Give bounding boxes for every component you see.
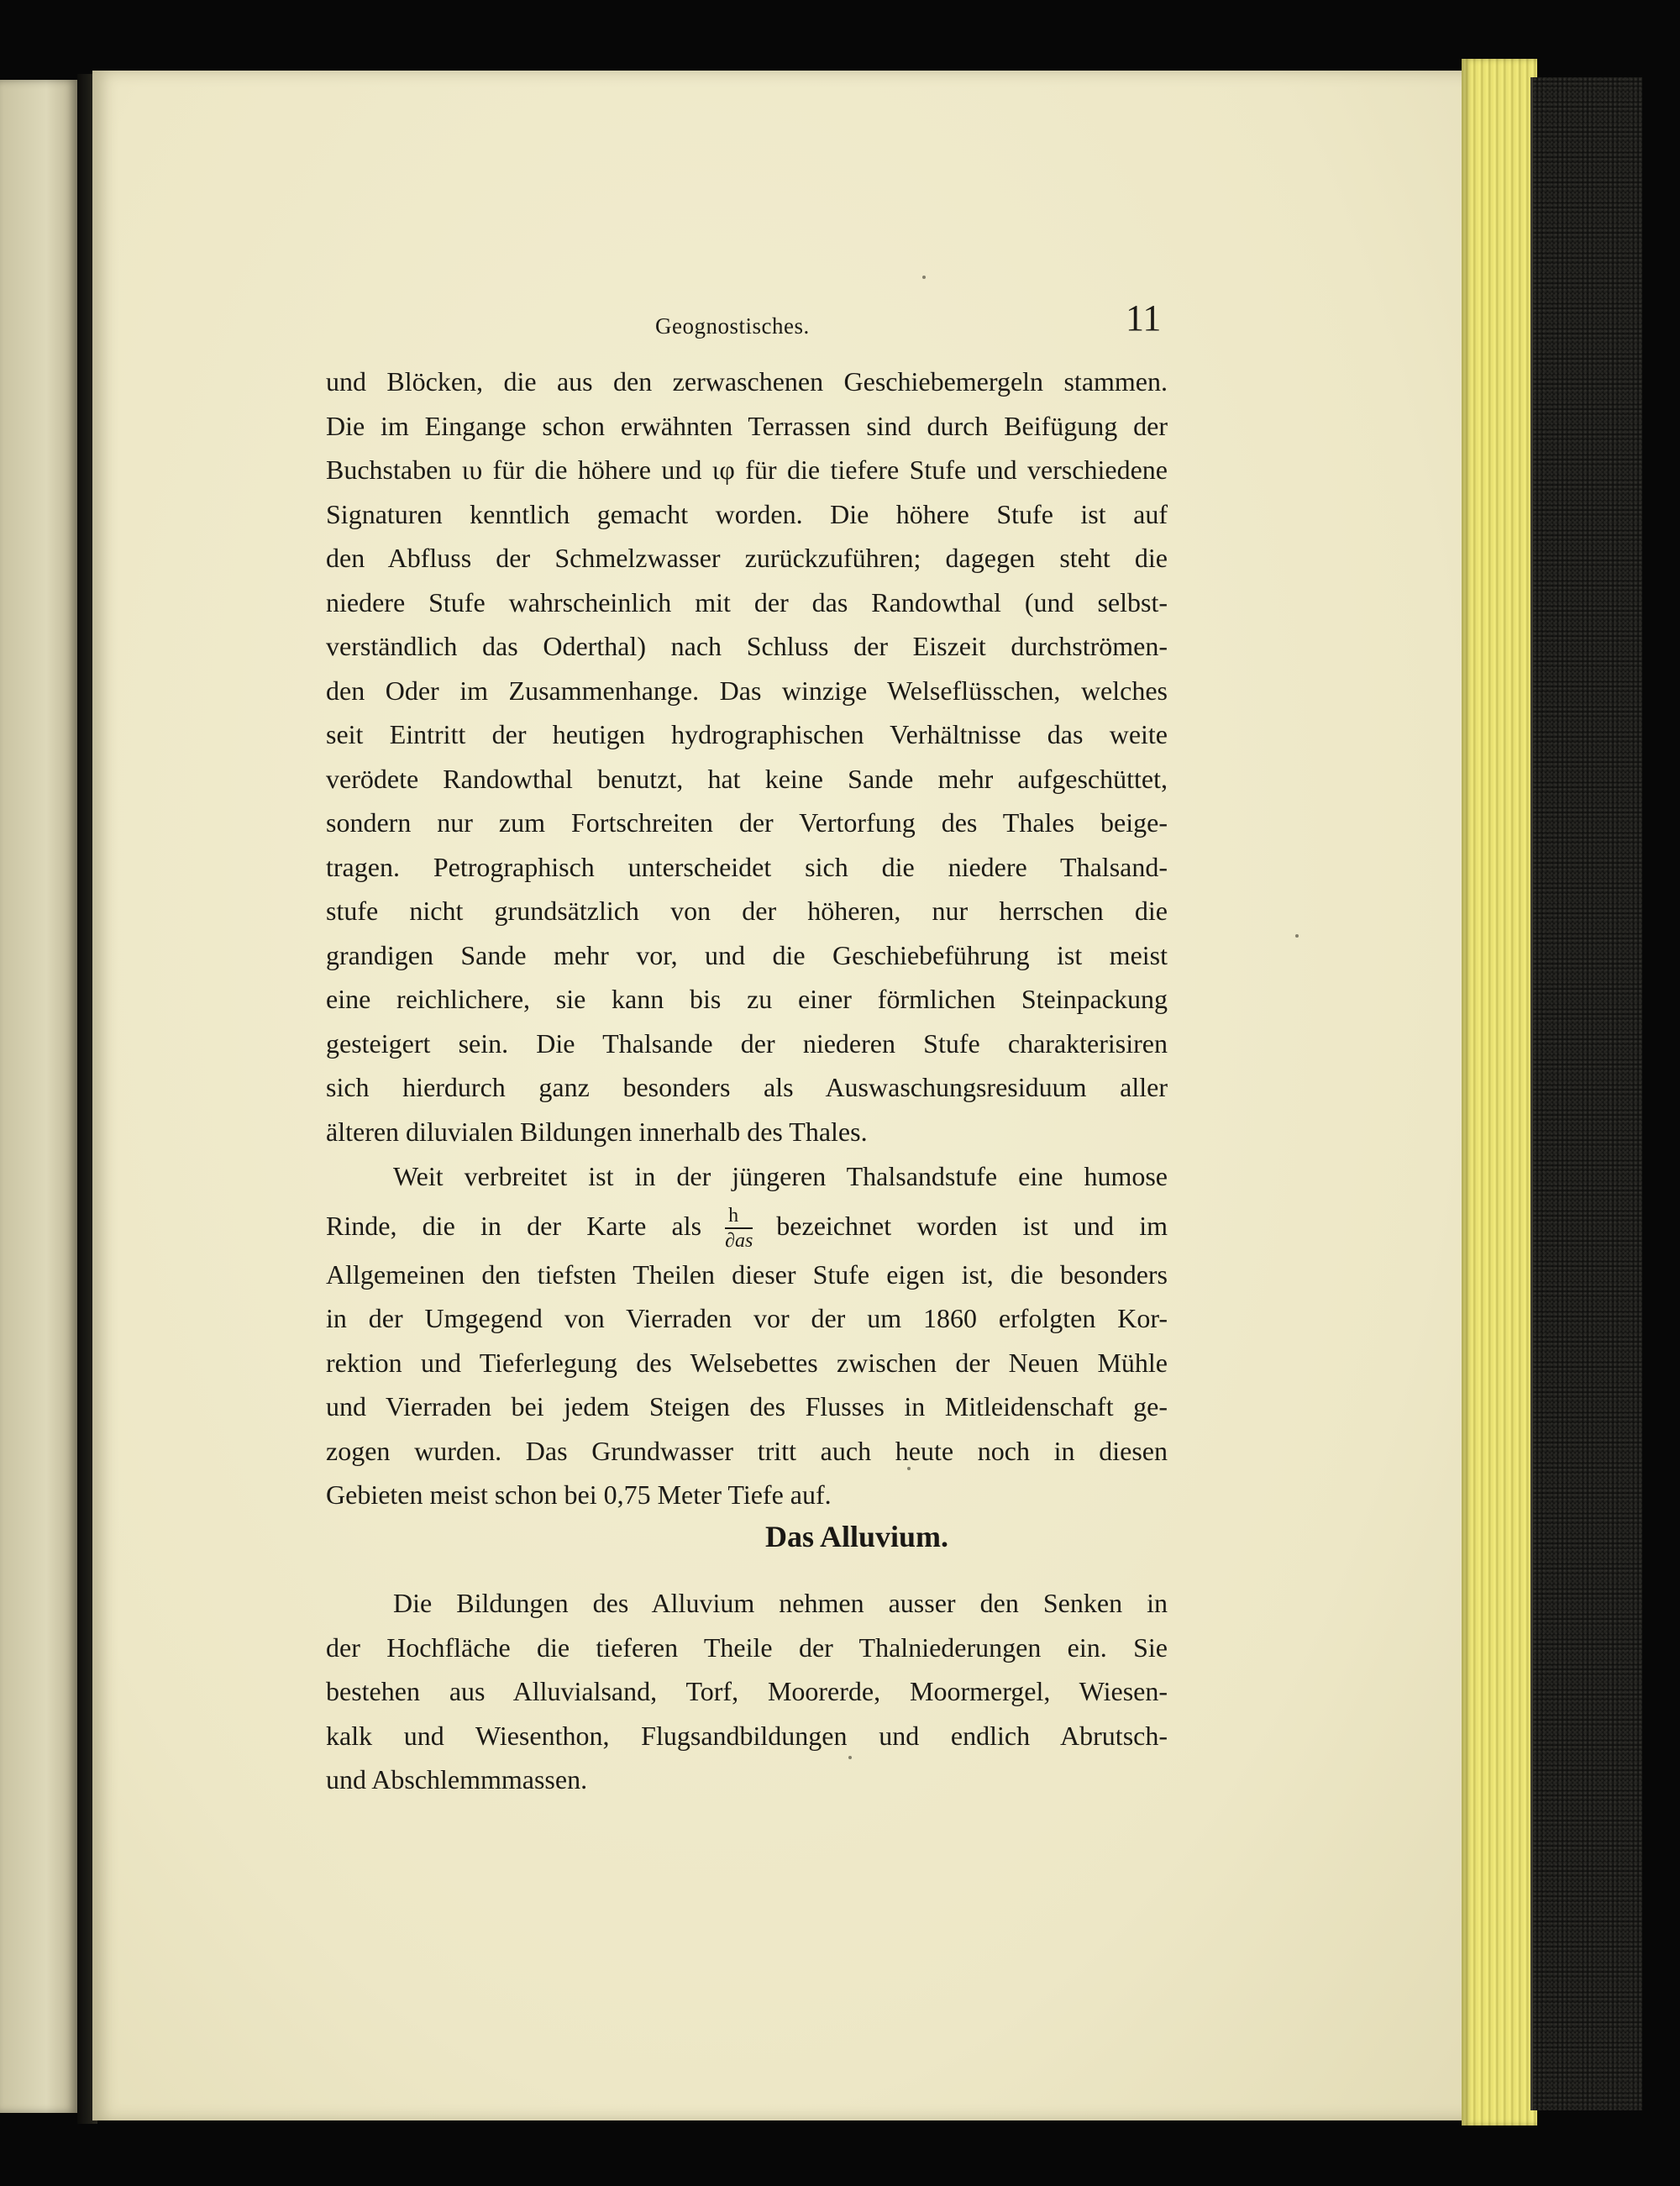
page-header	[0, 290, 1680, 340]
text-line: Die im Eingange schon erwähnten Terrassen sind durch Beifügung der	[326, 410, 1168, 441]
text-line: niedere Stufe wahrscheinlich mit der das Randowthal (und selbst-	[326, 586, 1168, 617]
text-fragment: bezeichnet worden ist und im	[776, 1210, 1168, 1241]
page-edges	[1462, 59, 1537, 2126]
text-line: tragen. Petrographisch unterscheidet sich die niedere Thalsand-	[326, 851, 1168, 882]
text-line: verständlich das Oderthal) nach Schluss der Eiszeit durchströmen-	[326, 631, 1168, 661]
text-line: und Vierraden bei jedem Steigen des Flusses in Mitleidenschaft ge-	[326, 1391, 1168, 1421]
text-line: und Blöcken, die aus den zerwaschenen Geschiebemergeln stammen.	[326, 366, 1168, 397]
text-line: bestehen aus Alluvialsand, Torf, Moorerde, Moormergel, Wiesen-	[326, 1676, 1168, 1706]
text-line: kalk und Wiesenthon, Flugsandbildungen und endlich Abrutsch-	[326, 1720, 1168, 1751]
paragraph-1	[326, 360, 1168, 1153]
text-line: sondern nur zum Fortschreiten der Vertorfung des Thales beige-	[326, 807, 1168, 838]
book-cover	[1530, 77, 1642, 2110]
formula-denominator: ∂as	[725, 1230, 753, 1253]
text-line: Signaturen kenntlich gemacht worden. Die höhere Stufe ist auf	[326, 498, 1168, 529]
running-title: Geognostisches.	[655, 313, 810, 339]
text-line: sich hierdurch ganz besonders als Auswaschungsresiduum aller	[326, 1072, 1168, 1102]
humus-formula	[725, 1206, 753, 1251]
paragraph-2	[326, 1154, 1168, 1517]
dust-speck	[907, 1467, 911, 1470]
text-line: den Oder im Zusammenhange. Das winzige Welseflüsschen, welches	[326, 675, 1168, 706]
text-line: in der Umgegend von Vierraden vor der um 1860 erfolgten Kor-	[326, 1303, 1168, 1333]
text-line: eine reichlichere, sie kann bis zu einer förmlichen Steinpackung	[326, 984, 1168, 1014]
formula-numerator: h	[725, 1206, 753, 1229]
paragraph-3	[326, 1581, 1168, 1802]
text-line: Weit verbreitet ist in der jüngeren Thalsandstufe eine humose	[393, 1161, 1168, 1191]
text-line: der Hochfläche die tieferen Theile der Thalniederungen ein. Sie	[326, 1632, 1168, 1663]
text-line: älteren diluvialen Bildungen innerhalb des Thales.	[326, 1116, 868, 1147]
page-number: 11	[1126, 297, 1162, 339]
text-line: Buchstaben ιυ für die höhere und ιφ für die tiefere Stufe und verschiedene	[326, 455, 1168, 485]
text-line: Allgemeinen den tiefsten Theilen dieser Stufe eigen ist, die besonders	[326, 1259, 1168, 1290]
text-line: zogen wurden. Das Grundwasser tritt auch heute noch in diesen	[326, 1435, 1168, 1466]
dust-speck	[848, 1756, 852, 1759]
text-line: stufe nicht grundsätzlich von der höheren, nur herrschen die	[326, 896, 1168, 926]
text-line: seit Eintritt der heutigen hydrographischen Verhältnisse das weite	[326, 719, 1168, 749]
formula-line	[326, 1199, 1168, 1253]
text-line: und Abschlemmmassen.	[326, 1764, 588, 1795]
text-line: Die Bildungen des Alluvium nehmen ausser den Senken in	[393, 1588, 1168, 1618]
dust-speck	[922, 276, 926, 279]
facing-page-edge	[0, 80, 77, 2113]
text-line: den Abfluss der Schmelzwasser zurückzuführen; dagegen steht die	[326, 543, 1168, 573]
dust-speck	[1295, 934, 1299, 938]
text-line: rektion und Tieferlegung des Welsebettes zwischen der Neuen Mühle	[326, 1347, 1168, 1378]
text-fragment: Rinde, die in der Karte als	[326, 1210, 702, 1241]
section-heading: Das Alluvium.	[764, 1520, 949, 1553]
text-line: Gebieten meist schon bei 0,75 Meter Tiefe auf.	[326, 1479, 832, 1510]
text-line: verödete Randowthal benutzt, hat keine Sande mehr aufgeschüttet,	[326, 763, 1168, 794]
text-line: grandigen Sande mehr vor, und die Geschiebeführung ist meist	[326, 939, 1168, 970]
text-line: gesteigert sein. Die Thalsande der niederen Stufe charakterisiren	[326, 1027, 1168, 1059]
